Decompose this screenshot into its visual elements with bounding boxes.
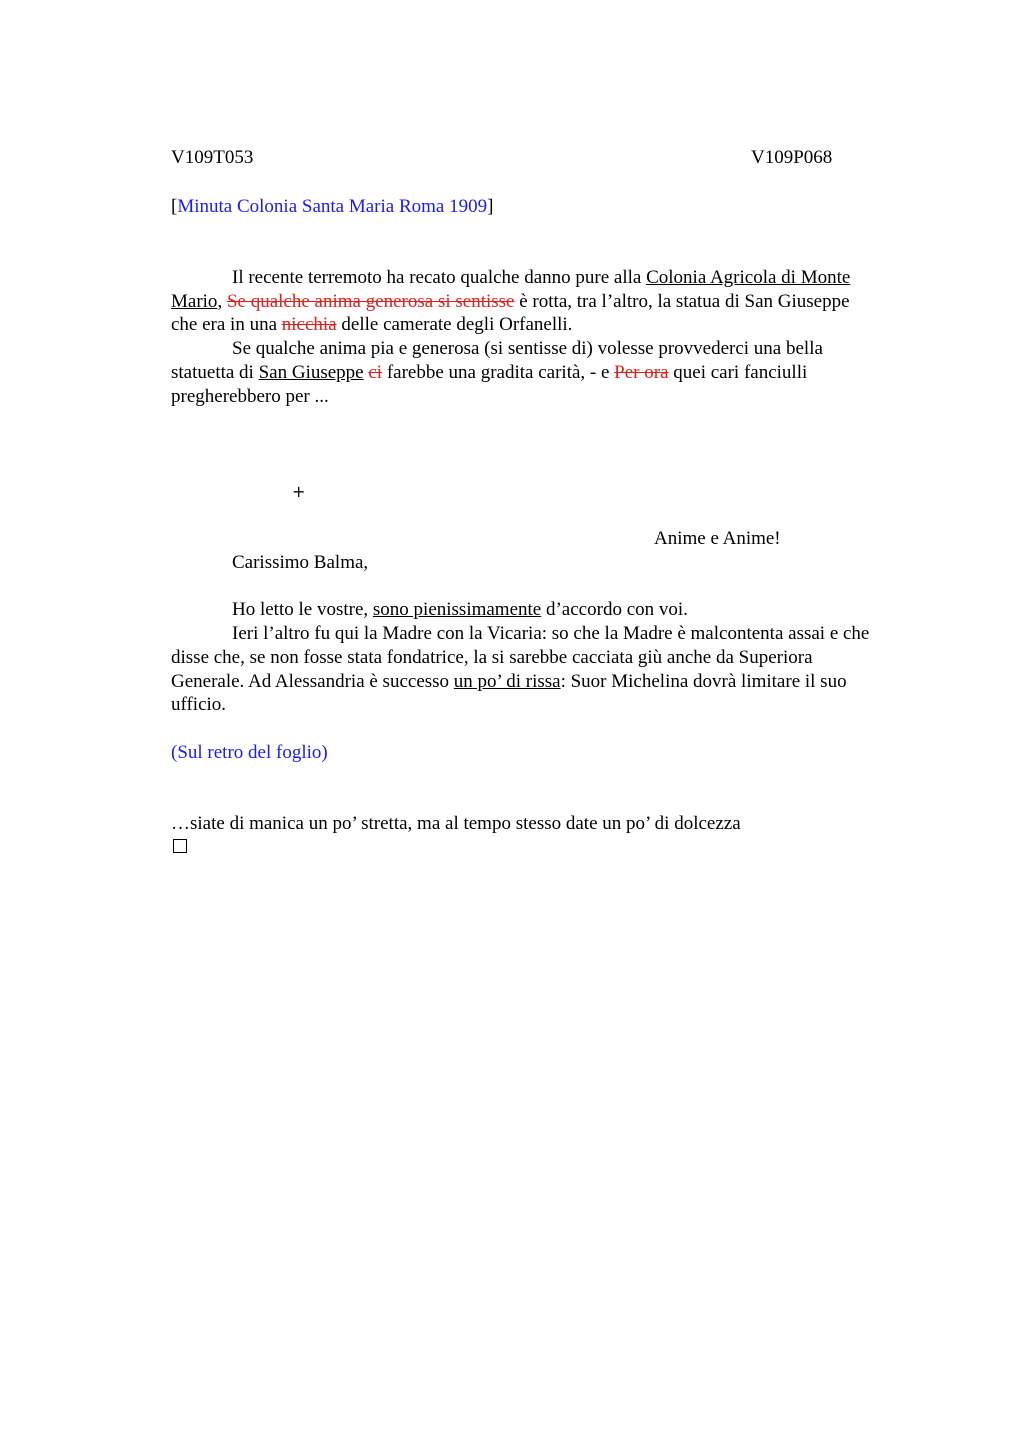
motto: Anime e Anime! xyxy=(654,528,781,549)
underlined-text: un po’ di rissa xyxy=(453,671,561,692)
right-code: V109P068 xyxy=(751,147,833,168)
underlined-text: Colonia Agricola di Monte xyxy=(646,267,851,288)
deleted-text: ci xyxy=(368,362,383,383)
note-open-bracket: [ xyxy=(171,196,178,217)
p4-line3 xyxy=(171,670,847,694)
p2-line1: Se qualche anima pia e generosa (si sentisse di) volesse provvederci una bella xyxy=(232,338,823,359)
p3-line xyxy=(232,598,688,622)
underlined-text: San Giuseppe xyxy=(258,362,364,383)
checkbox-square-icon xyxy=(173,839,187,853)
left-code: V109T053 xyxy=(171,147,254,168)
p4-line1: Ieri l’altro fu qui la Madre con la Vicaria: so che la Madre è malcontenta assai e che xyxy=(232,623,870,644)
p1-line3 xyxy=(171,313,572,337)
cross-sign: + xyxy=(292,482,306,501)
note-title: Minuta Colonia Santa Maria Roma 1909 xyxy=(177,196,488,217)
deleted-text: nicchia xyxy=(281,314,337,335)
salutation: Carissimo Balma, xyxy=(232,552,369,573)
text-run: Il recente terremoto ha recato qualche danno pure alla xyxy=(232,267,647,288)
underlined-text: Mario xyxy=(171,291,218,312)
text-run: farebbe una gradita carità, - e xyxy=(382,362,615,383)
text-run: Generale. Ad Alessandria è successo xyxy=(171,671,454,692)
p4-line2: disse che, se non fosse stata fondatrice, la si sarebbe cacciata giù anche da Superiora xyxy=(171,647,813,668)
text-run: che era in una xyxy=(171,314,282,335)
p2-line2 xyxy=(171,361,807,385)
text-run: è rotta, tra l’altro, la statua di San Giuseppe xyxy=(514,291,850,312)
p1-line1 xyxy=(232,266,850,290)
text-run: : Suor Michelina dovrà limitare il suo xyxy=(560,671,847,692)
p2-line3: pregherebbero per ... xyxy=(171,386,329,407)
text-run: d’accordo con voi. xyxy=(541,599,688,620)
note-close-bracket: ] xyxy=(487,196,494,217)
text-run: statuetta di xyxy=(171,362,259,383)
verso-note: (Sul retro del foglio) xyxy=(171,742,328,763)
text-run: delle camerate degli Orfanelli. xyxy=(336,314,573,335)
closing-line: …siate di manica un po’ stretta, ma al tempo stesso date un po’ di dolcezza xyxy=(171,813,741,834)
text-run: Ho letto le vostre, xyxy=(232,599,373,620)
editorial-note xyxy=(171,195,493,219)
p1-line2 xyxy=(171,290,850,314)
text-run: quei cari fanciulli xyxy=(668,362,808,383)
deleted-text: Se qualche anima generosa si sentisse xyxy=(226,291,515,312)
text-run: , xyxy=(217,291,227,312)
deleted-text: Per ora xyxy=(614,362,669,383)
p4-line4: ufficio. xyxy=(171,694,227,715)
underlined-text: sono pienissimamente xyxy=(372,599,542,620)
